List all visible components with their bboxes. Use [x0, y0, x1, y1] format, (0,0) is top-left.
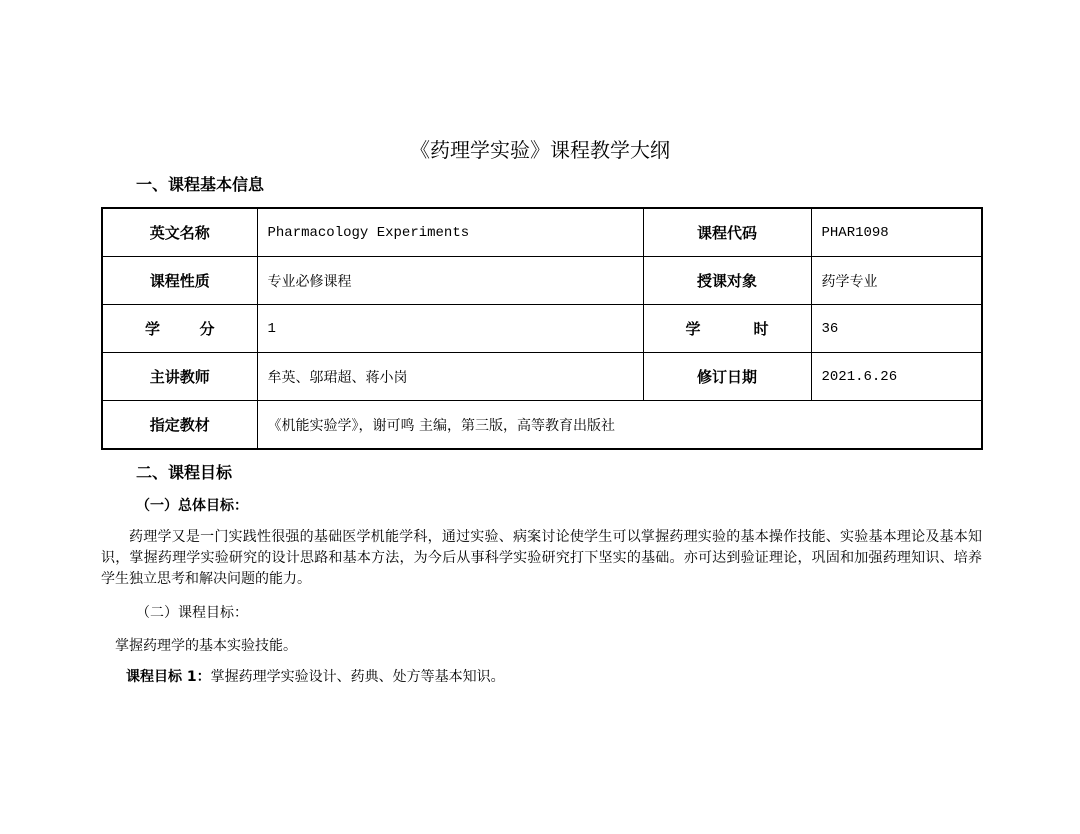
section-heading-course-goals: 二、课程目标 [136, 463, 233, 482]
section-heading-basic-info: 一、课程基本信息 [136, 175, 265, 194]
line-basic-skills: 掌握药理学的基本实验技能。 [115, 638, 297, 654]
course-goal-1 [126, 667, 505, 687]
table-row [102, 208, 982, 257]
label-instructors: 主讲教师 [102, 353, 257, 401]
value-instructors: 牟英、邬珺超、蒋小岗 [257, 353, 643, 401]
value-target-students: 药学专业 [811, 257, 982, 305]
course-goal-1-text: 掌握药理学实验设计、药典、处方等基本知识。 [210, 669, 505, 685]
table-row [102, 353, 982, 401]
subheading-overall-goal: （一）总体目标： [136, 498, 248, 514]
value-credits: 1 [257, 305, 643, 353]
page-title: 《药理学实验》课程教学大纲 [410, 138, 670, 162]
table-row [102, 257, 982, 305]
label-revision-date: 修订日期 [643, 353, 811, 401]
label-english-name: 英文名称 [102, 208, 257, 257]
label-credits-part2: 分 [199, 320, 215, 338]
subheading-course-goals: （二）课程目标： [136, 605, 248, 621]
label-target-students: 授课对象 [643, 257, 811, 305]
value-revision-date: 2021.6.26 [811, 353, 982, 401]
label-textbook: 指定教材 [102, 401, 257, 450]
value-english-name: Pharmacology Experiments [257, 208, 643, 257]
label-credits [102, 305, 257, 353]
label-hours [643, 305, 811, 353]
label-credits-part1: 学 [145, 320, 161, 338]
table-row [102, 305, 982, 353]
label-course-code: 课程代码 [643, 208, 811, 257]
value-hours: 36 [811, 305, 982, 353]
course-info-table [101, 207, 983, 450]
paragraph-overall-goal: 药理学又是一门实践性很强的基础医学机能学科，通过实验、病案讨论使学生可以掌握药理实验的基本操作技能、实验基本理论及基本知识，掌握药理学实验研究的设计思路和基本方法，为今后从事科学实验研究打下坚实的基础。亦可达到验证理论，巩固和加强药理知识、培养学生独立思考和解决问题的能力。 [101, 529, 982, 587]
label-hours-part2: 时 [753, 320, 769, 338]
label-course-nature: 课程性质 [102, 257, 257, 305]
label-hours-part1: 学 [685, 320, 701, 338]
value-course-nature: 专业必修课程 [257, 257, 643, 305]
table-row [102, 401, 982, 450]
course-goal-1-label: 课程目标 1： [126, 669, 211, 685]
value-course-code: PHAR1098 [811, 208, 982, 257]
value-textbook: 《机能实验学》，谢可鸣 主编，第三版，高等教育出版社 [257, 401, 982, 450]
